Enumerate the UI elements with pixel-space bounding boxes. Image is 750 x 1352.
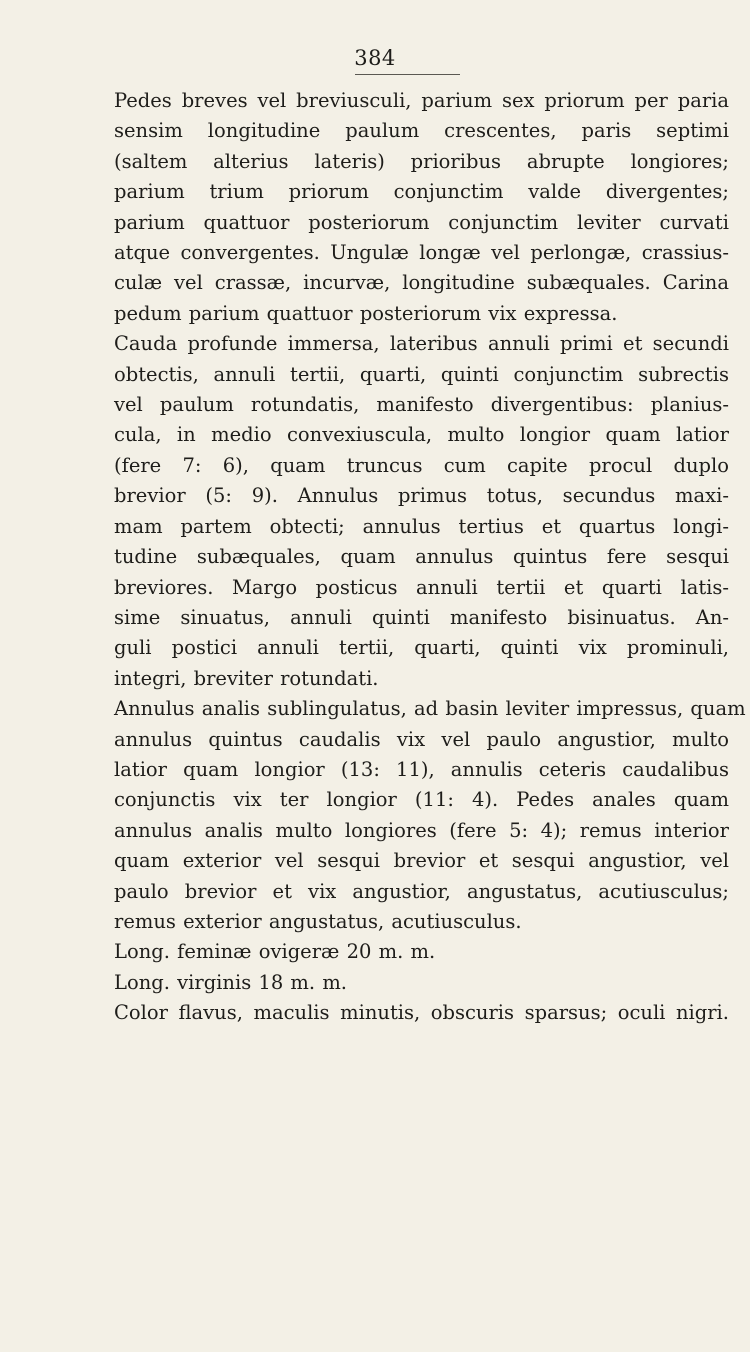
text-line: Long. feminæ ovigeræ 20 m. m. [114, 940, 436, 964]
text-line: sensim longitudine paulum crescentes, paris septimi [114, 119, 729, 143]
text-line: sime sinuatus, annuli quinti manifesto bisinuatus. An- [114, 605, 729, 629]
paragraph-long-virginis [114, 968, 729, 998]
text-line: parium trium priorum conjunctim valde divergentes; [114, 180, 729, 204]
paragraph-cauda [114, 329, 729, 694]
text-line: parium quattuor posteriorum conjunctim leviter curvati [114, 210, 729, 234]
paragraph-color [114, 998, 729, 1028]
text-line: Color flavus, maculis minutis, obscuris sparsus; oculi nigri. [114, 1001, 729, 1025]
text-line: Long. virginis 18 m. m. [114, 970, 348, 994]
text-line: (saltem alterius lateris) prioribus abrupte longiores; [114, 149, 729, 173]
text-line: remus exterior angustatus, acutiusculus. [114, 909, 522, 933]
paragraph-long-feminae [114, 937, 729, 967]
text-line: cula, in medio convexiuscula, multo longior quam latior [114, 423, 729, 447]
paragraph-annulus-analis [114, 694, 746, 937]
text-line: breviores. Margo posticus annuli tertii et quarti latis- [114, 575, 729, 599]
text-line: Cauda profunde immersa, lateribus annuli primi et secundi [114, 332, 729, 356]
body-text [114, 86, 746, 1029]
text-line: atque convergentes. Ungulæ longæ vel perlongæ, crassius- [114, 241, 729, 265]
text-line: guli postici annuli tertii, quarti, quinti vix prominuli, [114, 636, 729, 660]
paragraph-pedes [114, 86, 729, 329]
text-line: paulo brevior et vix angustior, angustatus, acutiusculus; [114, 879, 729, 903]
text-line: vel paulum rotundatis, manifesto divergentibus: planius- [114, 393, 729, 417]
text-line: Pedes breves vel breviusculi, parium sex priorum per paria [114, 89, 729, 112]
text-line: pedum parium quattuor posteriorum vix expressa. [114, 301, 618, 325]
text-line: tudine subæquales, quam annulus quintus fere sesqui [114, 545, 729, 569]
text-line: obtectis, annuli tertii, quarti, quinti conjunctim subrectis [114, 362, 729, 386]
text-line: latior quam longior (13: 11), annulis ceteris caudalibus [114, 757, 729, 781]
page-number-rule [355, 74, 460, 75]
text-line: integri, breviter rotundati. [114, 666, 379, 690]
text-line: brevior (5: 9). Annulus primus totus, secundus maxi- [114, 484, 729, 508]
text-line: conjunctis vix ter longior (11: 4). Pedes anales quam [114, 788, 729, 812]
text-line: culæ vel crassæ, incurvæ, longitudine subæquales. Carina [114, 271, 729, 295]
text-line: annulus quintus caudalis vix vel paulo angustior, multo [114, 727, 729, 751]
page-number: 384 [354, 46, 396, 70]
text-line: annulus analis multo longiores (fere 5: 4); remus interior [114, 818, 729, 842]
text-line: Annulus analis sublingulatus, ad basin leviter impressus, quam [114, 697, 746, 721]
text-line: quam exterior vel sesqui brevior et sesqui angustior, vel [114, 849, 729, 873]
text-line: (fere 7: 6), quam truncus cum capite procul duplo [114, 453, 729, 477]
text-line: mam partem obtecti; annulus tertius et quartus longi- [114, 514, 729, 538]
